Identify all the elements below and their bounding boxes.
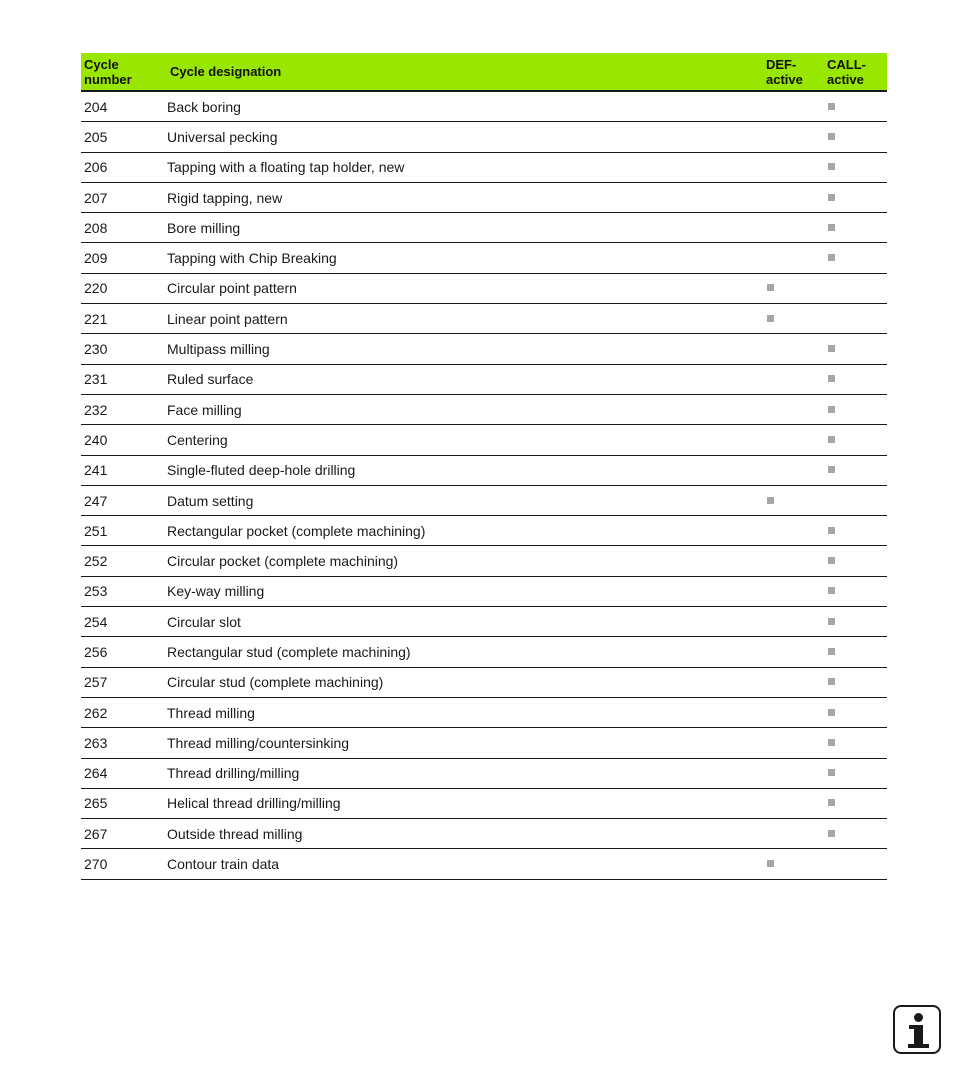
def-active-cell (763, 819, 824, 849)
table-row (81, 364, 887, 394)
cycle-designation: Universal pecking (164, 122, 763, 152)
cycle-designation: Linear point pattern (164, 304, 763, 334)
table-row (81, 849, 887, 879)
call-active-cell (824, 819, 887, 849)
def-active-cell (763, 243, 824, 273)
header-def-active-line2: active (766, 71, 803, 87)
cycle-number: 264 (81, 758, 164, 788)
cycle-designation: Circular slot (164, 607, 763, 637)
call-active-cell (824, 637, 887, 667)
cycle-designation: Back boring (164, 91, 763, 122)
square-bullet-icon (828, 769, 835, 776)
call-active-cell (824, 273, 887, 303)
cycle-number: 221 (81, 304, 164, 334)
table-row (81, 334, 887, 364)
call-active-cell (824, 152, 887, 182)
call-active-cell (824, 213, 887, 243)
header-def-active (763, 53, 824, 91)
square-bullet-icon (828, 527, 835, 534)
cycle-number: 265 (81, 788, 164, 818)
cycle-number: 262 (81, 697, 164, 727)
cycle-designation: Key-way milling (164, 576, 763, 606)
cycle-number: 252 (81, 546, 164, 576)
square-bullet-icon (828, 163, 835, 170)
table-header-row (81, 53, 887, 91)
cycle-designation: Ruled surface (164, 364, 763, 394)
square-bullet-icon (828, 345, 835, 352)
cycle-number: 232 (81, 394, 164, 424)
square-bullet-icon (828, 466, 835, 473)
square-bullet-icon (828, 103, 835, 110)
table-row (81, 425, 887, 455)
cycle-designation: Datum setting (164, 485, 763, 515)
cycle-number: 206 (81, 152, 164, 182)
def-active-cell (763, 304, 824, 334)
def-active-cell (763, 273, 824, 303)
table-row (81, 122, 887, 152)
square-bullet-icon (828, 618, 835, 625)
square-bullet-icon (828, 678, 835, 685)
def-active-cell (763, 516, 824, 546)
def-active-cell (763, 122, 824, 152)
cycle-number: 231 (81, 364, 164, 394)
def-active-cell (763, 182, 824, 212)
table-row (81, 516, 887, 546)
cycle-designation: Contour train data (164, 849, 763, 879)
square-bullet-icon (767, 284, 774, 291)
header-cycle-number-line2: number (84, 71, 132, 87)
table-row (81, 697, 887, 727)
cycle-designation: Bore milling (164, 213, 763, 243)
cycle-designation: Circular pocket (complete machining) (164, 546, 763, 576)
def-active-cell (763, 394, 824, 424)
square-bullet-icon (828, 709, 835, 716)
cycle-designation: Rectangular pocket (complete machining) (164, 516, 763, 546)
cycle-number: 256 (81, 637, 164, 667)
square-bullet-icon (828, 830, 835, 837)
table-row (81, 667, 887, 697)
table-body (81, 91, 887, 879)
header-cycle-designation: Cycle designation (164, 53, 763, 91)
table-row (81, 546, 887, 576)
call-active-cell (824, 334, 887, 364)
table-row (81, 758, 887, 788)
call-active-cell (824, 516, 887, 546)
call-active-cell (824, 182, 887, 212)
cycle-number: 253 (81, 576, 164, 606)
cycle-number: 254 (81, 607, 164, 637)
def-active-cell (763, 152, 824, 182)
call-active-cell (824, 394, 887, 424)
table-row (81, 455, 887, 485)
def-active-cell (763, 637, 824, 667)
cycle-designation: Single-fluted deep-hole drilling (164, 455, 763, 485)
cycle-number: 240 (81, 425, 164, 455)
call-active-cell (824, 667, 887, 697)
table-row (81, 304, 887, 334)
table-row (81, 91, 887, 122)
square-bullet-icon (767, 497, 774, 504)
cycle-designation: Tapping with Chip Breaking (164, 243, 763, 273)
header-call-active-line2: active (827, 71, 864, 87)
table-row (81, 394, 887, 424)
call-active-cell (824, 91, 887, 122)
table-row (81, 243, 887, 273)
cycle-designation: Rectangular stud (complete machining) (164, 637, 763, 667)
def-active-cell (763, 758, 824, 788)
call-active-cell (824, 546, 887, 576)
cycle-number: 263 (81, 728, 164, 758)
call-active-cell (824, 485, 887, 515)
info-icon (893, 1005, 941, 1054)
table-row (81, 637, 887, 667)
square-bullet-icon (828, 799, 835, 806)
square-bullet-icon (828, 739, 835, 746)
call-active-cell (824, 243, 887, 273)
square-bullet-icon (828, 254, 835, 261)
call-active-cell (824, 607, 887, 637)
info-icon-stem (914, 1025, 923, 1045)
def-active-cell (763, 455, 824, 485)
cycle-number: 270 (81, 849, 164, 879)
header-cycle-number (81, 53, 164, 91)
square-bullet-icon (828, 436, 835, 443)
cycle-designation: Tapping with a floating tap holder, new (164, 152, 763, 182)
cycle-number: 257 (81, 667, 164, 697)
square-bullet-icon (828, 587, 835, 594)
def-active-cell (763, 213, 824, 243)
def-active-cell (763, 91, 824, 122)
square-bullet-icon (828, 648, 835, 655)
cycle-designation: Centering (164, 425, 763, 455)
def-active-cell (763, 728, 824, 758)
def-active-cell (763, 576, 824, 606)
call-active-cell (824, 788, 887, 818)
square-bullet-icon (828, 557, 835, 564)
cycle-number: 251 (81, 516, 164, 546)
square-bullet-icon (828, 224, 835, 231)
call-active-cell (824, 576, 887, 606)
square-bullet-icon (828, 133, 835, 140)
def-active-cell (763, 788, 824, 818)
square-bullet-icon (828, 194, 835, 201)
def-active-cell (763, 485, 824, 515)
call-active-cell (824, 455, 887, 485)
cycle-number: 220 (81, 273, 164, 303)
def-active-cell (763, 607, 824, 637)
square-bullet-icon (828, 406, 835, 413)
table-row (81, 728, 887, 758)
cycle-designation: Thread drilling/milling (164, 758, 763, 788)
def-active-cell (763, 546, 824, 576)
def-active-cell (763, 697, 824, 727)
cycle-number: 204 (81, 91, 164, 122)
cycle-designation: Circular point pattern (164, 273, 763, 303)
table-row (81, 576, 887, 606)
call-active-cell (824, 122, 887, 152)
table-row (81, 788, 887, 818)
cycle-designation: Circular stud (complete machining) (164, 667, 763, 697)
cycle-table (81, 53, 887, 880)
table-row (81, 819, 887, 849)
call-active-cell (824, 697, 887, 727)
square-bullet-icon (767, 315, 774, 322)
cycle-designation: Multipass milling (164, 334, 763, 364)
cycle-number: 205 (81, 122, 164, 152)
table-row (81, 152, 887, 182)
table-row (81, 607, 887, 637)
call-active-cell (824, 425, 887, 455)
call-active-cell (824, 364, 887, 394)
table-row (81, 273, 887, 303)
cycle-number: 209 (81, 243, 164, 273)
header-call-active-line1: CALL- (827, 56, 866, 72)
square-bullet-icon (828, 375, 835, 382)
info-icon-base (908, 1044, 929, 1048)
cycle-designation: Face milling (164, 394, 763, 424)
info-icon-dot (914, 1013, 923, 1022)
def-active-cell (763, 364, 824, 394)
call-active-cell (824, 304, 887, 334)
cycle-number: 208 (81, 213, 164, 243)
call-active-cell (824, 758, 887, 788)
cycle-number: 241 (81, 455, 164, 485)
cycle-designation: Helical thread drilling/milling (164, 788, 763, 818)
square-bullet-icon (767, 860, 774, 867)
table-row (81, 485, 887, 515)
def-active-cell (763, 849, 824, 879)
header-cycle-number-line1: Cycle (84, 56, 119, 72)
header-def-active-line1: DEF- (766, 56, 797, 72)
cycle-number: 267 (81, 819, 164, 849)
table-row (81, 213, 887, 243)
table-row (81, 182, 887, 212)
cycle-designation: Outside thread milling (164, 819, 763, 849)
def-active-cell (763, 334, 824, 364)
header-call-active (824, 53, 887, 91)
def-active-cell (763, 425, 824, 455)
cycle-designation: Thread milling/countersinking (164, 728, 763, 758)
cycle-number: 207 (81, 182, 164, 212)
cycle-number: 247 (81, 485, 164, 515)
def-active-cell (763, 667, 824, 697)
cycle-designation: Rigid tapping, new (164, 182, 763, 212)
call-active-cell (824, 849, 887, 879)
cycle-designation: Thread milling (164, 697, 763, 727)
cycle-number: 230 (81, 334, 164, 364)
call-active-cell (824, 728, 887, 758)
